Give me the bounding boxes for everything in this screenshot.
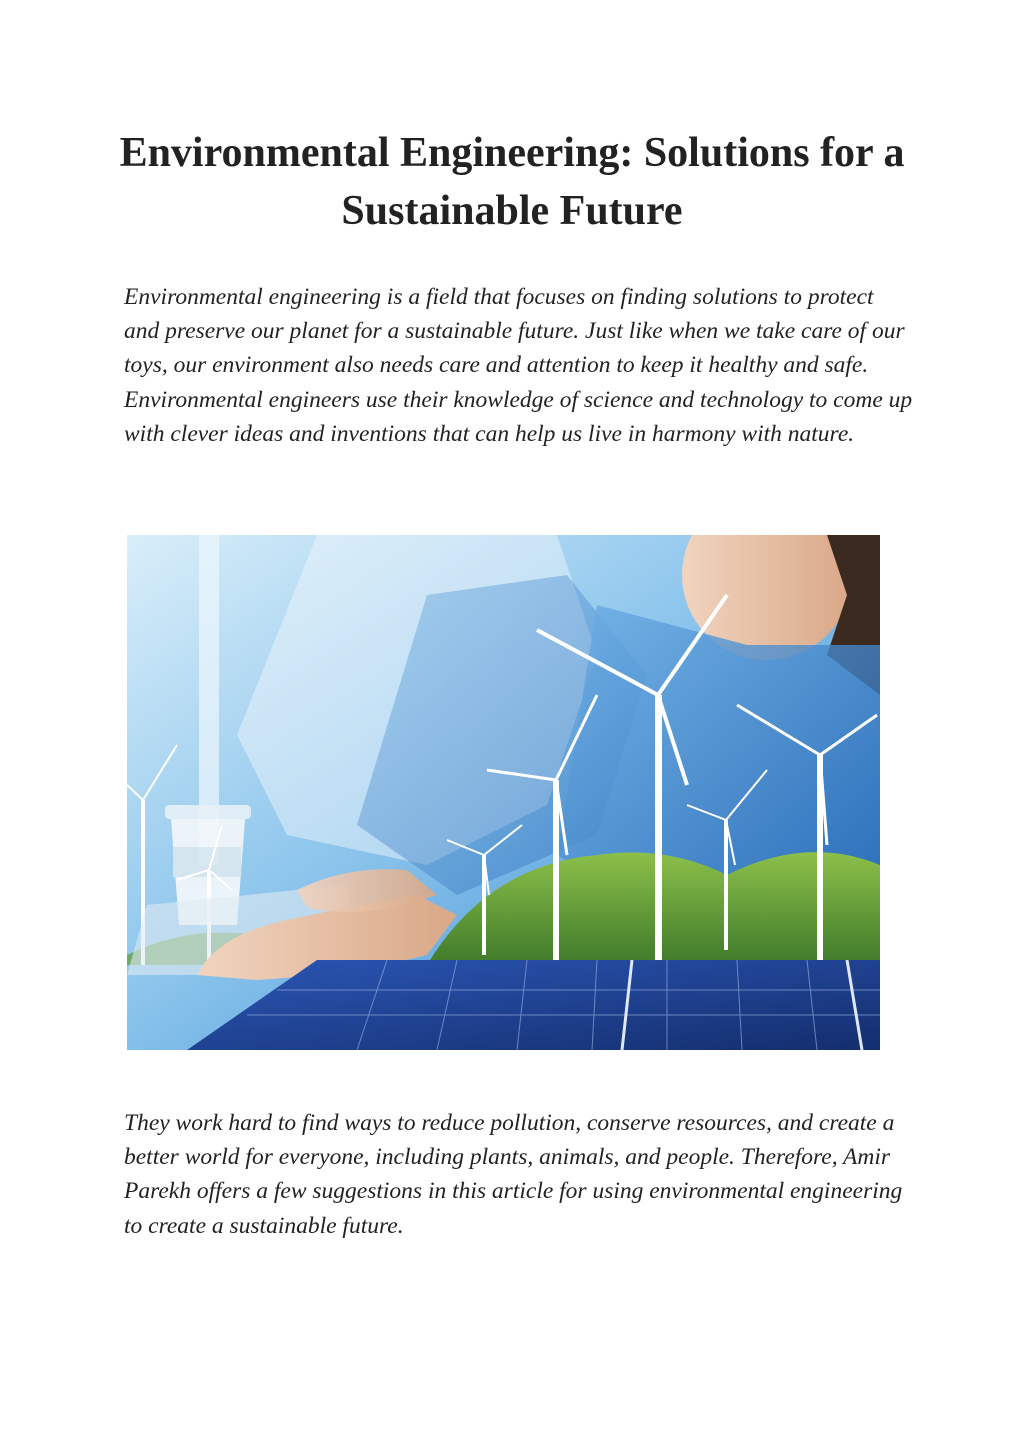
intro-paragraph: Environmental engineering is a field that focuses on finding solutions to protect and preserve our planet for a sustainable future. Just like when we take care of our toys, our environment also needs care and attention to keep it healthy and safe. Environmental engineers use their knowledge of science and technology to come up with clever ideas and inventions that can help us live in harmony with nature.	[124, 284, 913, 447]
page-title: Environmental Engineering: Solutions for a Sustainable Future	[119, 130, 905, 234]
hero-image	[127, 535, 880, 1050]
closing-paragraph: They work hard to find ways to reduce pollution, conserve resources, and create a better world for everyone, including plants, animals, and people. Therefore, Amir Parekh offers a few suggestions in this article for using environmental engineering to create a sustainable future.	[124, 1110, 903, 1239]
